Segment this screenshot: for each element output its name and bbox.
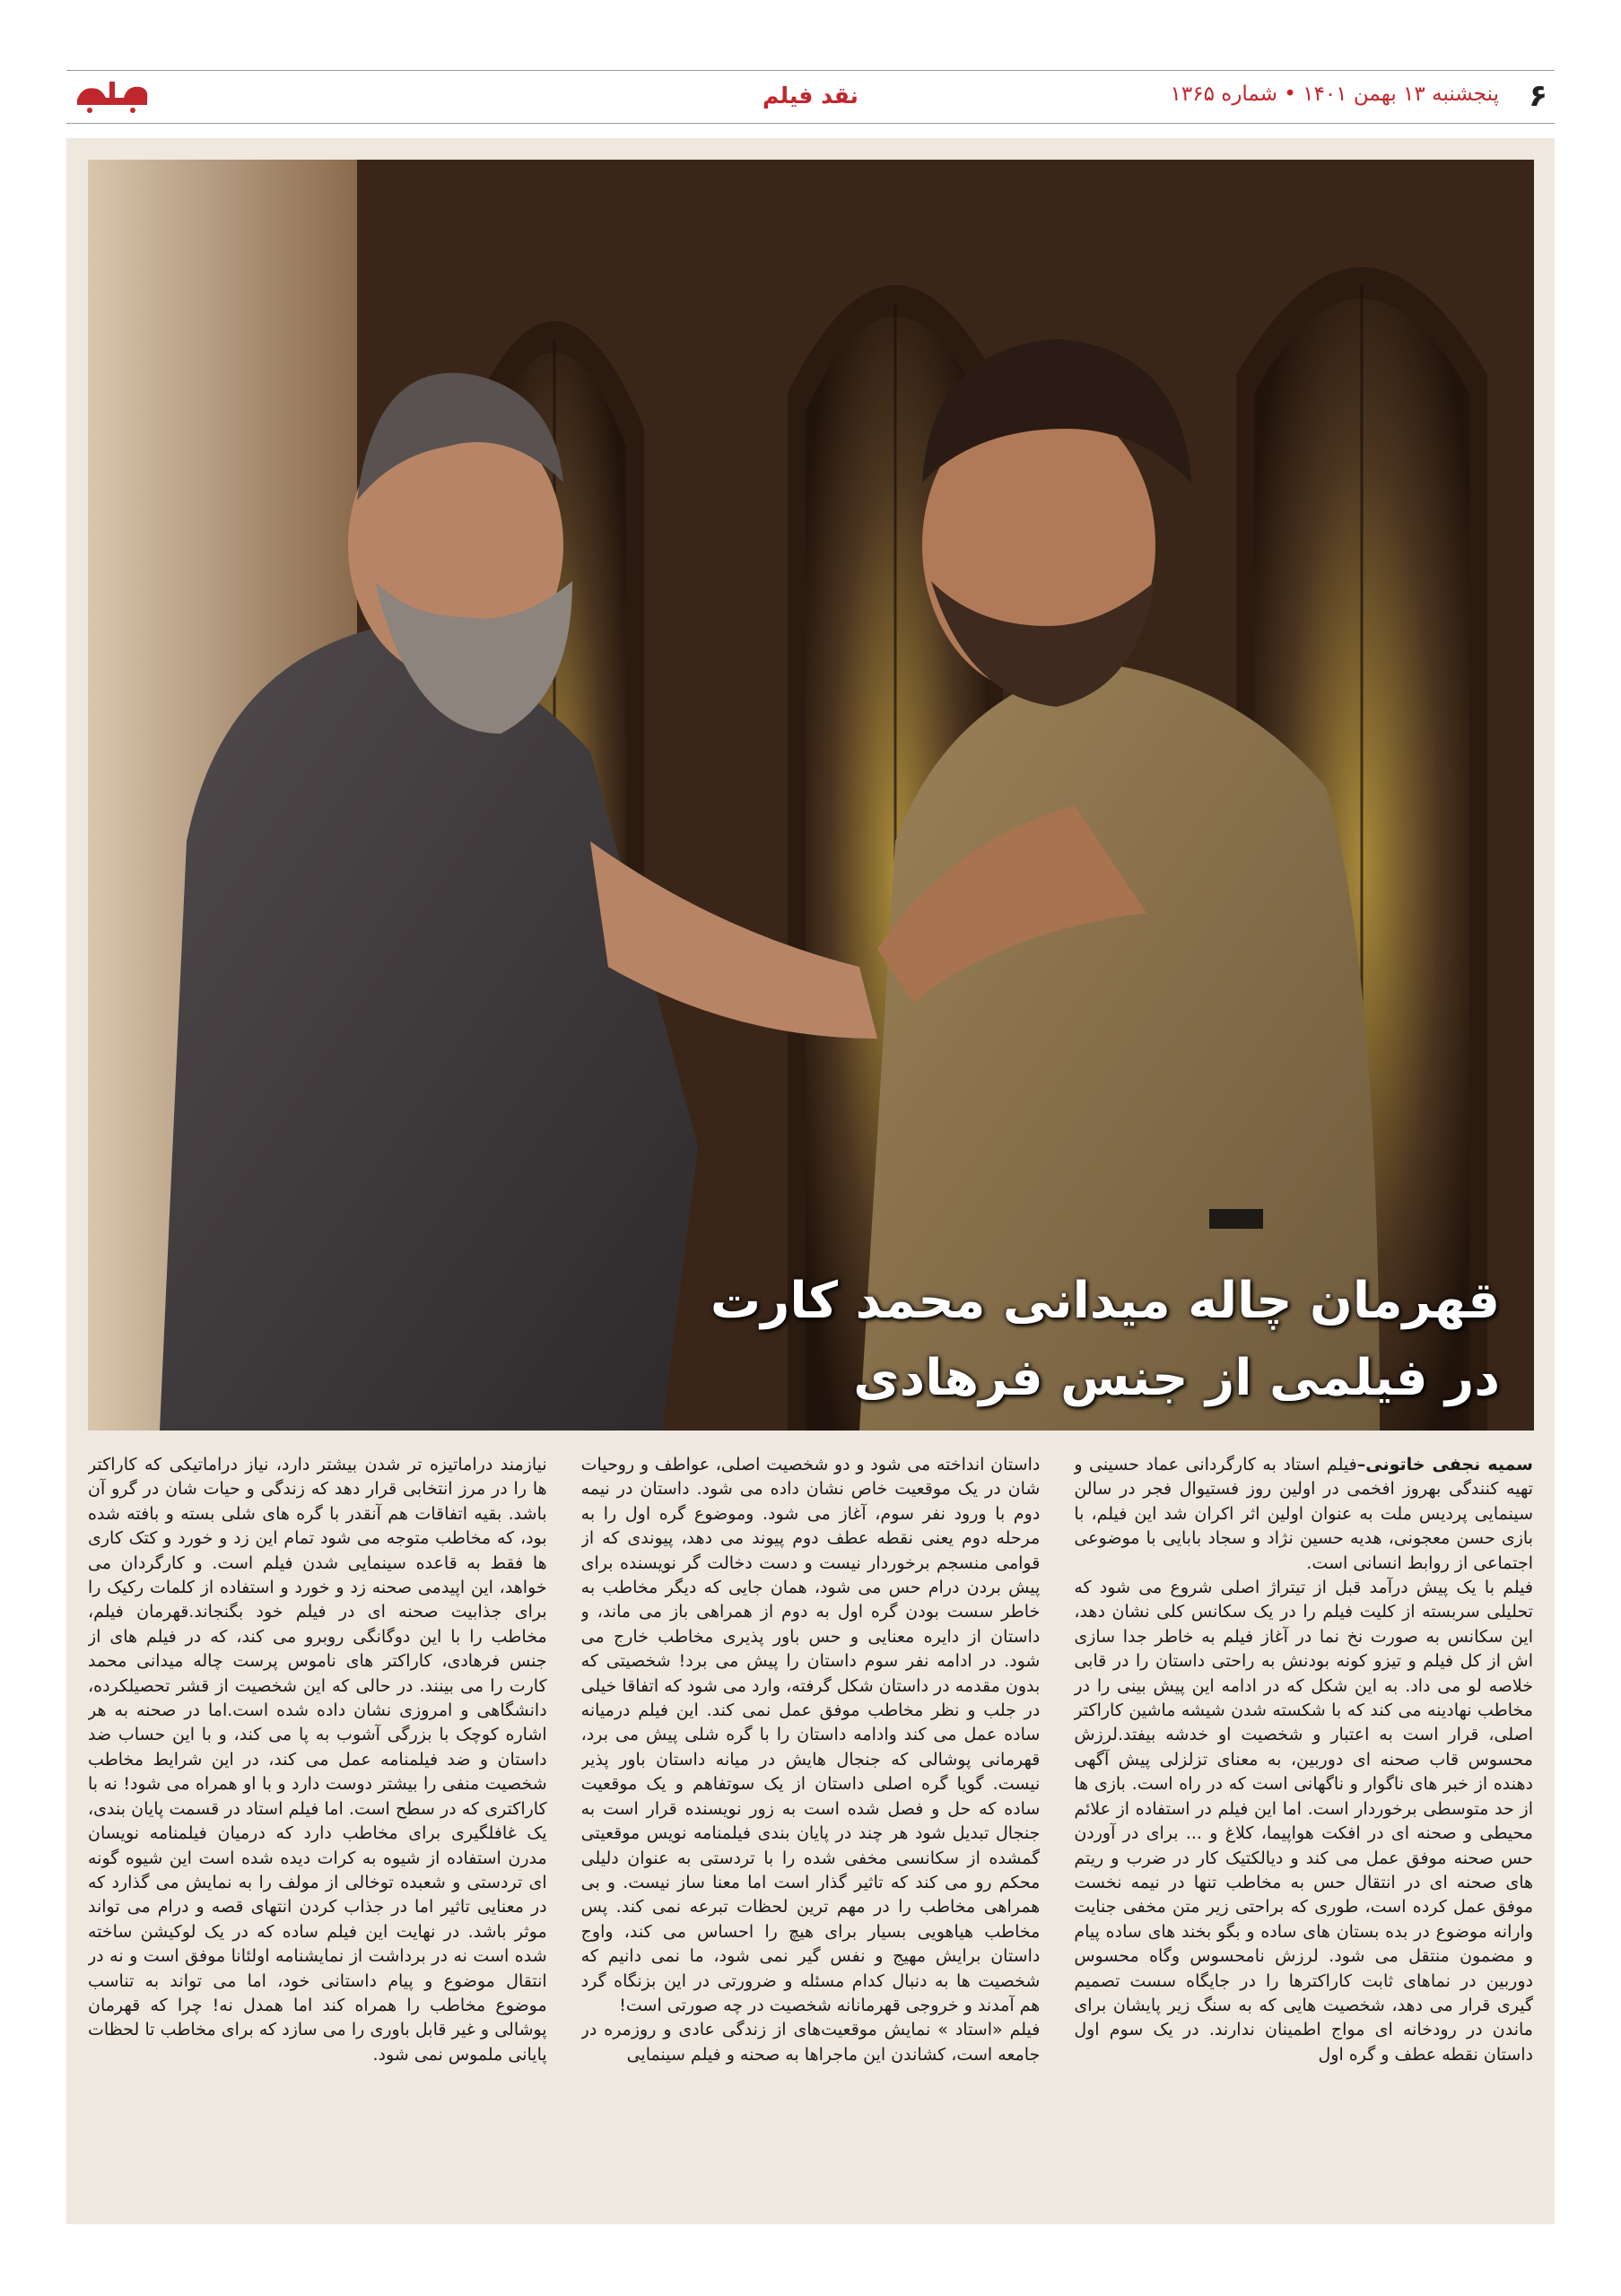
column-1 <box>1074 1453 1533 2217</box>
film-still-photo <box>88 160 1534 1431</box>
page-header <box>66 70 1555 124</box>
paragraph: سمیه نجفی خاتونی–فیلم استاد به کارگردانی عماد حسینی و تهیه کنندگی بهروز افخمی در اولین روز فستیوال فجر در سالن سینمایی پردیس ملت به عنوان اولین اثر اکران شد این فیلم، با بازی حسن معجونی، هدیه حسین نژاد و سجاد بابایی با موضوعی اجتماعی از روابط انسانی است. <box>1074 1455 1533 1573</box>
column-2 <box>581 1453 1041 2217</box>
article-headline <box>710 1263 1500 1417</box>
author-name: سمیه نجفی خاتونی– <box>1356 1455 1533 1474</box>
newspaper-logo <box>70 73 153 117</box>
issue-date: پنجشنبه ۱۳ بهمن ۱۴۰۱ • شماره ۱۳۶۵ <box>1170 83 1499 106</box>
paragraph: نیازمند دراماتیزه تر شدن بیشتر دارد، نیاز دراماتیکی که کاراکتر ها را در مرز انتخابی قرار دهد که زندگی و حیات شان در گرو آن باشد. بقیه اتفاقات هم آنقدر با گره های شلی بسته و بافته شده بود، که مخاطب متوجه می شود تمام این زد و خورد و کتک کاری ها فقط به قاعده سینمایی شدن فیلم است. و کارگردان می خواهد، این اپیدمی صحنه زد و خورد و استفاده از کلمات رکیک را برای جذابیت صحنه ای در فیلم خود بگنجاند.قهرمان فیلم، مخاطب را با این دوگانگی روبرو می کند، که در فیلم های از جنس فرهادی، کاراکتر های ناموس پرست چاله میدانی محمد کارت را می بینند. در حالی که این شخصیت از قشر تحصیلکرده، دانشگاهی و امروزی نشان داده شده است.اما در صحنه به هر اشاره کوچک با بزرگی آشوب به پا می کند، و با این حساب ضد داستان و ضد فیلمنامه عمل می کند، در این شرایط مخاطب شخصیت منفی را بیشتر دوست دارد و با او همراه می شود! نه با کاراکتری که در سطح است. اما فیلم استاد در قسمت پایان بندی، یک غافلگیری برای مخاطب دارد که درمیان فیلمنامه نویسان مدرن استفاده از شیوه به کرات دیده شده است این شیوه گونه ای تردستی و شعبده توخالی از مولف را به نمایش می گذارد که در معنایی تاثیر اما در جذاب کردن انتهای قصه و درام می تواند موثر باشد. در نهایت این فیلم ساده که در یک لوکیشن ساخته شده است نه در برداشت از نمایشنامه اولئانا موفق است و نه در انتقال موضوع و پیام داستانی خود، اما می تواند به تناسب موضوع مخاطب را همراه کند اما همدل نه! چرا که قهرمان پوشالی و غیر قابل باوری را می سازد که برای مخاطب تا لحظات پایانی ملموس نمی شود. <box>87 1455 547 2065</box>
headline-line-2: در فیلمی از جنس فرهادی <box>853 1349 1500 1407</box>
headline-line-1: قهرمان چاله میدانی محمد کارت <box>710 1272 1500 1330</box>
article-body <box>88 1453 1533 2217</box>
paragraph: فیلم با یک پیش درآمد قبل از تیتراژ اصلی شروع می شود که تحلیلی سربسته از کلیت فیلم را در یک سکانس کلی نشان دهد، این سکانس به صورت نخ نما در آغاز فیلم به خاطر جدا سازی اش از کل فیلم و تیزو کونه بودنش به راحتی داستان را در قابی خلاصه لو می داد. به این شکل که در ادامه این پیش بینی را در مخاطب نهادینه می کند که با شکسته شدن شیشه ماشین کاراکتر اصلی، قرار است به اعتبار و شخصیت او خدشه بیفتد.لرزش محسوس قاب صحنه ای دوربین، به معنای تزلزلی پیش آگهی دهنده از خبر های ناگوار و ناگهانی است که در راه است. بازی ها از حد متوسطی برخوردار است. اما این فیلم در استفاده از علائم محیطی و صحنه ای در افکت هواپیما، کلاغ و ... برای در آوردن حس صحنه موفق عمل می کند و دیالکتیک کار در ضرب و ریتم های صحنه ای در انتقال حس به مخاطب تنها در نیمه نخست موفق عمل کرده است، طوری که براحتی زیر متن مخفی جنایت وارانه موضوع در بده بستان های ساده و بگو بخند های ساده پیام و مضمون منتقل می شود. لرزش نامحسوس وگاه محسوس دوربین در نماهای ثابت کاراکترها را در جایگاه سست تصمیم گیری قرار می دهد، شخصیت هایی که به سنگ زیر پایشان برای ماندن در رودخانه ای مواج اطمینان ندارند. در یک سوم اول داستان نقطه عطف و گره اول <box>1074 1578 1533 2065</box>
paragraph: فیلم «استاد » نمایش موقعیت‌های از زندگی عادی و روزمره در جامعه است، کشاندن این ماجراها به صحنه و فیلم سینمایی <box>580 2020 1041 2065</box>
column-3 <box>88 1453 547 2217</box>
page-number: ۶ <box>1529 78 1547 114</box>
paragraph: داستان انداخته می شود و دو شخصیت اصلی، عواطف و روحیات شان در یک موقعیت خاص نشان داده می شود. داستان در نیمه دوم با ورود نفر سوم، آغاز می شود. وموضوع گره اول را به مرحله دوم یعنی نقطه عطف دوم پیوند می دهد، پیوندی که از قوامی منسجم برخوردار نیست و دست دخالت گر نویسنده برای پیش بردن درام حس می شود، همان جایی که دیگر مخاطب به خاطر سست بودن گره اول به دوم از همراهی باز می ماند، و داستان از دایره معنایی و حس باور پذیری مخاطب خارج می شود. در ادامه نفر سوم داستان را پیش می برد! شخصیتی که بدون مقدمه در داستان شکل گرفته، وارد می شود که اتفاقا خیلی در جلب و نظر مخاطب موفق عمل نمی کند. این فیلم درمیانه ساده عمل می کند وادامه داستان را با گره شلی پیش می برد، قهرمانی پوشالی که جنجال هایش در میانه داستان باور پذیر نیست. گویا گره اصلی داستان از یک سوتفاهم و یک موقعیت ساده که حل و فصل شده است به زور نویسنده قرار است به جنجال تبدیل شود هر چند در پایان بندی فیلمنامه نویس موقعیتی گمشده از سکانسی مخفی شده را با تردستی به عنوان دلیلی محکم رو می کند که تاثیر گذار است اما معنا ساز نیست. و بی همراهی مخاطب را در مهم ترین لحظات تبرعه نمی کند. پس مخاطب هیاهویی بسیار برای هیچ را احساس می کند، واوج داستان برایش مهیج و نفس گیر نمی شود، ما نمی دانیم که شخصیت ها به دنبال کدام مسئله و ضرورتی در این بزنگاه گرد هم آمدند و خروجی قهرمانانه شخصیت در چه صورتی است! <box>580 1455 1041 2015</box>
section-title: نقد فیلم <box>763 83 858 109</box>
